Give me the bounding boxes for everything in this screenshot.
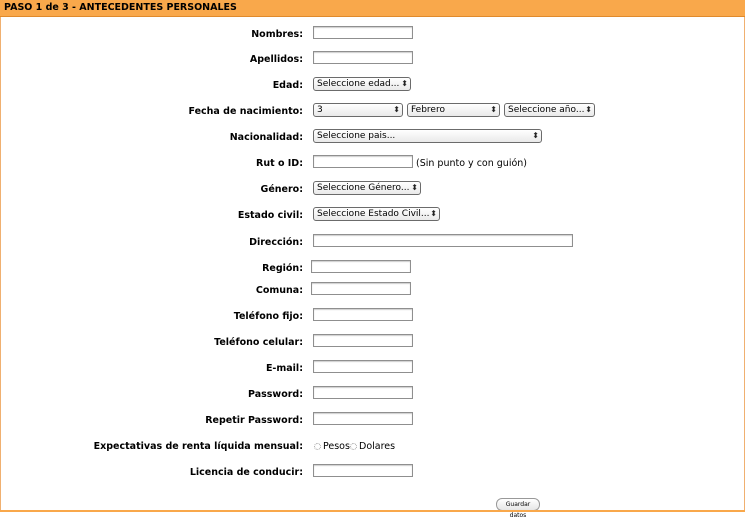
section-title: PASO 1 de 3 - ANTECEDENTES PERSONALES (4, 2, 237, 13)
row-edad (0, 77, 745, 95)
genero-select-value: Seleccione Género... (317, 183, 410, 193)
repetir-password-input[interactable] (313, 412, 413, 425)
select-arrows-icon: ⬍ (401, 79, 408, 88)
apellidos-label: Apellidos: (249, 54, 303, 65)
rut-hint: (Sin punto y con guión) (416, 158, 527, 169)
fecha-anio-value: Seleccione año... (508, 105, 585, 115)
nacionalidad-label: Nacionalidad: (229, 132, 303, 143)
select-arrows-icon: ⬍ (411, 183, 418, 192)
footer-border (0, 510, 745, 512)
genero-select[interactable] (313, 181, 421, 195)
row-expectativas-renta (0, 438, 745, 456)
direccion-input[interactable] (313, 234, 573, 247)
edad-select-value: Seleccione edad... (317, 79, 400, 89)
nombres-input[interactable] (313, 26, 413, 39)
estado-civil-label: Estado civil: (237, 210, 303, 221)
row-region (0, 260, 745, 278)
fecha-nacimiento-label: Fecha de nacimiento: (188, 106, 303, 117)
fecha-dia-select[interactable] (313, 103, 403, 117)
rut-label: Rut o ID: (256, 158, 303, 169)
select-arrows-icon: ⬍ (585, 105, 592, 114)
apellidos-input[interactable] (313, 51, 413, 64)
direccion-label: Dirección: (249, 237, 303, 248)
telefono-celular-input[interactable] (313, 334, 413, 347)
fecha-mes-select[interactable] (407, 103, 500, 117)
row-comuna (0, 282, 745, 300)
pesos-label: Pesos (323, 441, 350, 452)
region-input[interactable] (311, 260, 411, 273)
fecha-dia-value: 3 (317, 105, 323, 115)
select-arrows-icon: ⬍ (532, 131, 539, 140)
nombres-label: Nombres: (251, 29, 303, 40)
row-repetir-password (0, 412, 745, 430)
row-telefono-celular (0, 334, 745, 352)
estado-civil-select-value: Seleccione Estado Civil... (317, 209, 430, 219)
row-estado-civil (0, 207, 745, 225)
dolares-label: Dolares (359, 441, 396, 452)
select-arrows-icon: ⬍ (490, 105, 497, 114)
genero-label: Género: (260, 184, 303, 195)
telefono-celular-label: Teléfono celular: (214, 337, 303, 348)
edad-label: Edad: (272, 80, 303, 91)
licencia-conducir-label: Licencia de conducir: (189, 467, 303, 478)
telefono-fijo-input[interactable] (313, 308, 413, 321)
row-nombres (0, 26, 745, 44)
password-input[interactable] (313, 386, 413, 399)
row-nacionalidad (0, 129, 745, 147)
expectativas-renta-label: Expectativas de renta líquida mensual: (93, 441, 303, 452)
comuna-input[interactable] (311, 282, 411, 295)
row-direccion (0, 234, 745, 252)
licencia-conducir-input[interactable] (313, 464, 413, 477)
password-label: Password: (247, 389, 303, 400)
email-label: E-mail: (265, 363, 303, 374)
nacionalidad-select[interactable] (313, 129, 542, 143)
region-label: Región: (262, 263, 303, 274)
comuna-label: Comuna: (255, 285, 303, 296)
email-input[interactable] (313, 360, 413, 373)
row-apellidos (0, 51, 745, 69)
pesos-radio[interactable] (314, 443, 321, 450)
select-arrows-icon: ⬍ (393, 105, 400, 114)
repetir-password-label: Repetir Password: (205, 415, 303, 426)
rut-input[interactable] (313, 155, 413, 168)
edad-select[interactable] (313, 77, 411, 91)
section-header (0, 0, 745, 17)
fecha-mes-value: Febrero (411, 105, 445, 115)
row-password (0, 386, 745, 404)
estado-civil-select[interactable] (313, 207, 440, 221)
row-licencia-conducir (0, 464, 745, 482)
row-telefono-fijo (0, 308, 745, 326)
row-genero (0, 181, 745, 199)
dolares-radio[interactable] (350, 443, 357, 450)
nacionalidad-select-value: Seleccione pais... (317, 131, 396, 141)
select-arrows-icon: ⬍ (430, 209, 437, 218)
guardar-datos-button[interactable]: Guardar datos (496, 498, 540, 511)
fecha-anio-select[interactable] (504, 103, 595, 117)
telefono-fijo-label: Teléfono fijo: (233, 311, 303, 322)
row-rut (0, 155, 745, 173)
row-email (0, 360, 745, 378)
row-fecha-nacimiento (0, 103, 745, 121)
